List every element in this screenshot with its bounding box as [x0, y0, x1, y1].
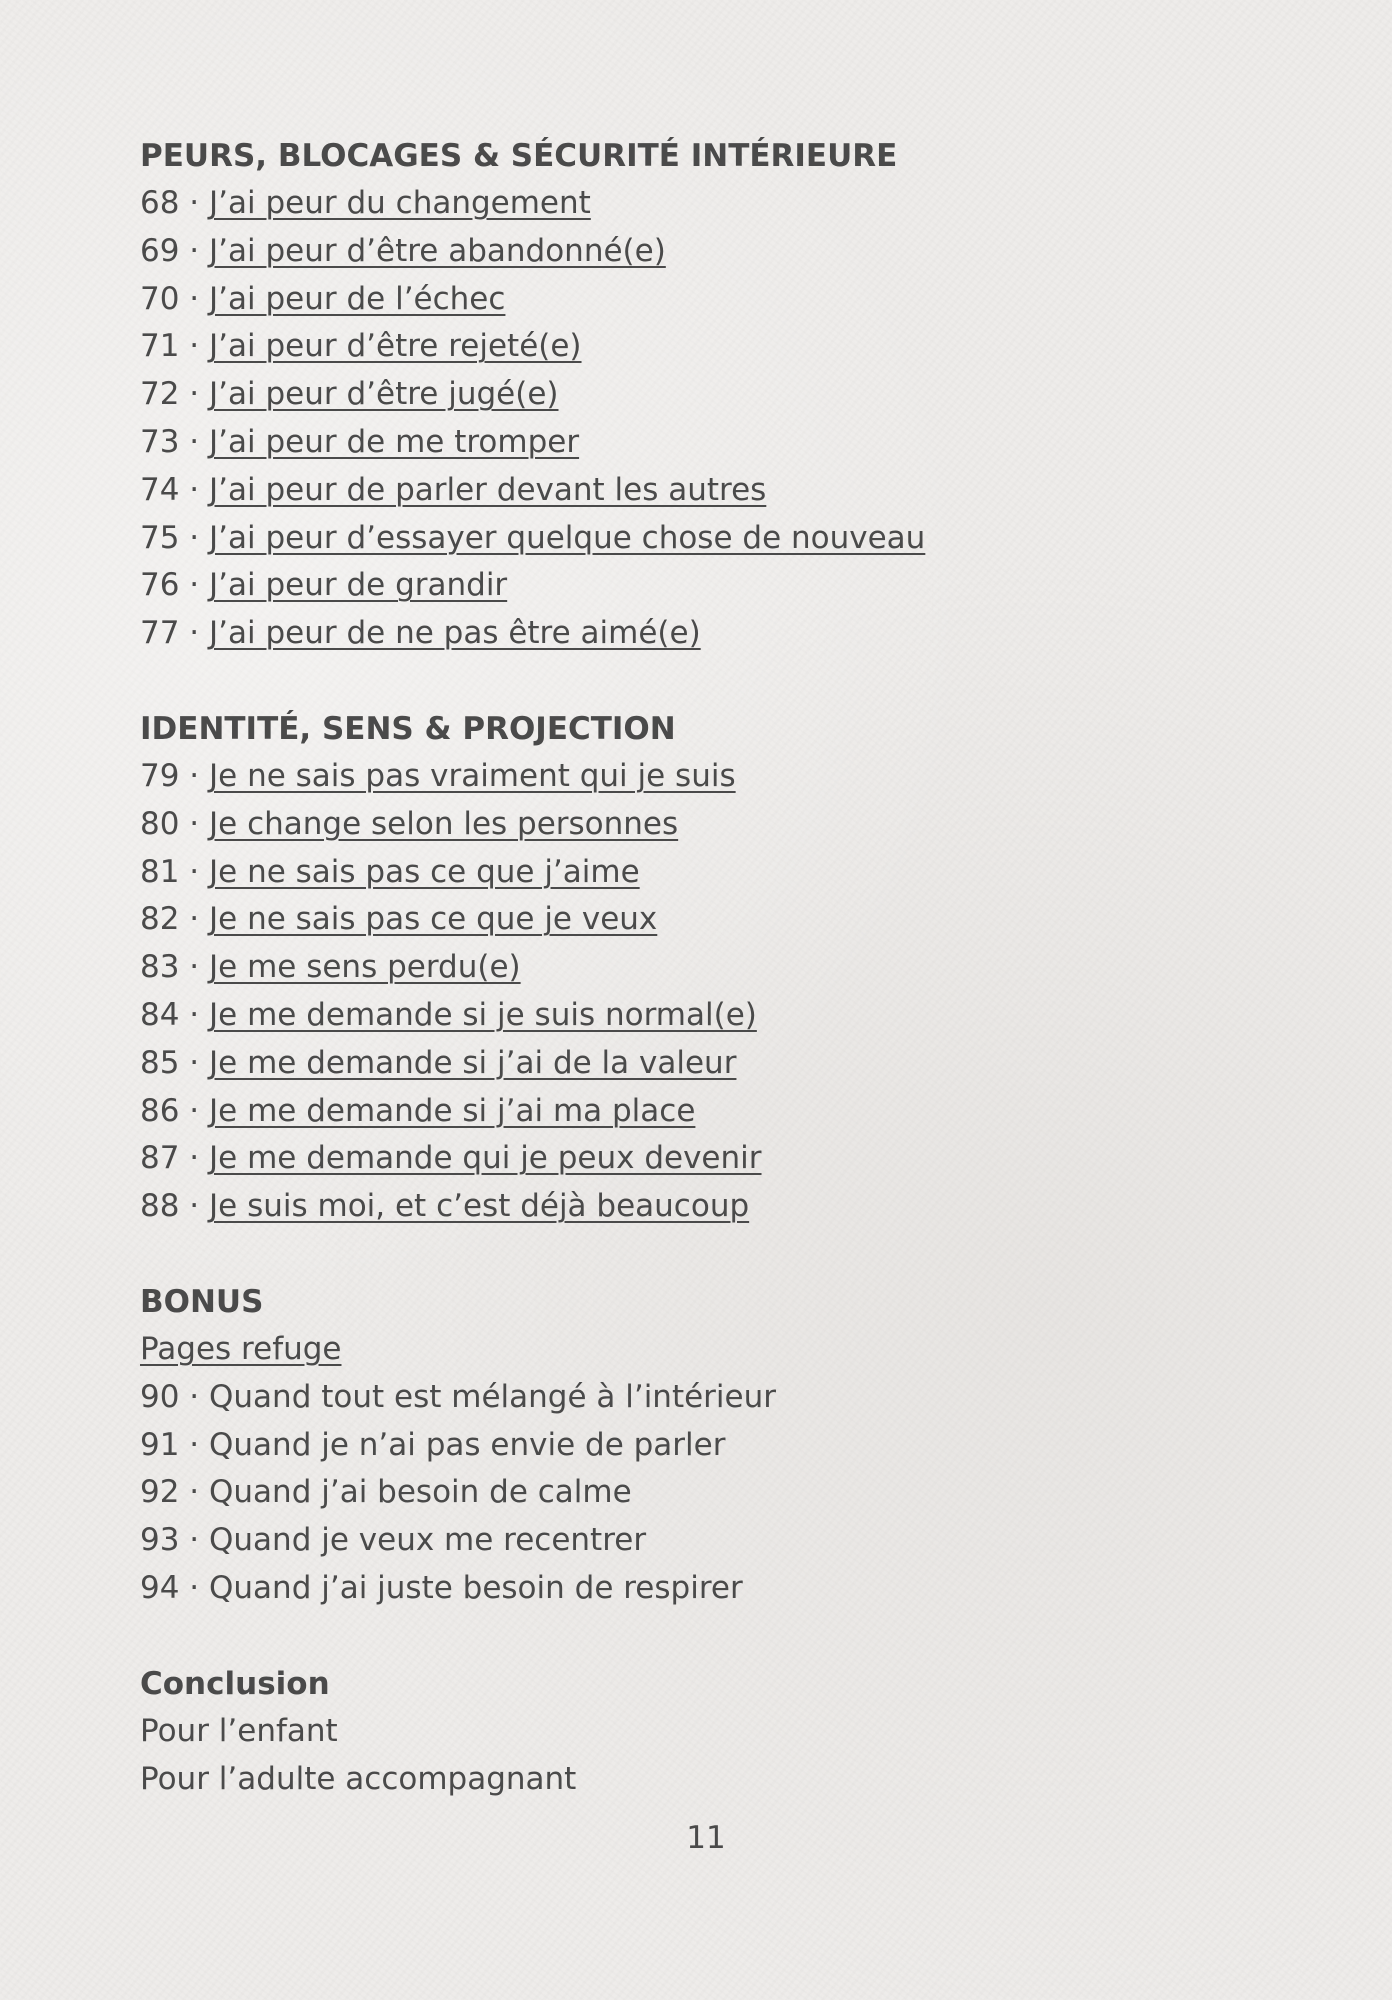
bonus-item: 93 · Quand je veux me recentrer — [140, 1522, 647, 1559]
entry-link[interactable]: Je me demande si je suis normal(e) — [209, 996, 757, 1033]
entry-link[interactable]: J’ai peur de grandir — [209, 567, 508, 604]
toc-entry-81[interactable] — [140, 849, 1260, 897]
bonus-subtitle-line[interactable] — [140, 1326, 1260, 1374]
entry-number: 88 · — [140, 1188, 210, 1225]
toc-entry-88[interactable] — [140, 1183, 1260, 1231]
table-of-contents — [140, 133, 1260, 1851]
entry-link[interactable]: J’ai peur d’être abandonné(e) — [209, 232, 666, 269]
section-identity — [140, 706, 1260, 1231]
toc-entry-69[interactable] — [140, 228, 1260, 276]
entry-link[interactable]: J’ai peur d’essayer quelque chose de nouveau — [209, 519, 926, 556]
section-title-identity: IDENTITÉ, SENS & PROJECTION — [140, 710, 676, 747]
bonus-subtitle-link[interactable]: Pages refuge — [140, 1330, 342, 1367]
entry-number: 85 · — [140, 1044, 210, 1081]
entry-link[interactable]: Je ne sais pas vraiment qui je suis — [209, 757, 736, 794]
entry-number: 87 · — [140, 1140, 210, 1177]
section-title-fears: PEURS, BLOCAGES & SÉCURITÉ INTÉRIEURE — [140, 138, 898, 174]
toc-entry-74[interactable] — [140, 467, 1260, 515]
entry-number: 72 · — [140, 376, 210, 413]
page-number: 11 — [686, 1820, 726, 1856]
entry-link[interactable]: J’ai peur d’être jugé(e) — [209, 376, 559, 413]
entry-link[interactable]: J’ai peur de me tromper — [209, 423, 580, 460]
entry-number: 82 · — [140, 901, 210, 938]
entry-number: 81 · — [140, 853, 210, 890]
entry-number: 79 · — [140, 757, 210, 794]
bonus-item: 91 · Quand je n’ai pas envie de parler — [140, 1426, 726, 1463]
entry-link[interactable]: J’ai peur de parler devant les autres — [209, 471, 767, 508]
entry-number: 86 · — [140, 1092, 210, 1129]
entry-number: 74 · — [140, 471, 210, 508]
entry-number: 77 · — [140, 615, 210, 652]
bonus-item: 90 · Quand tout est mélangé à l’intérieur — [140, 1378, 776, 1415]
conclusion-item: Pour l’adulte accompagnant — [140, 1760, 577, 1797]
toc-entry-86[interactable] — [140, 1088, 1260, 1136]
toc-entry-83[interactable] — [140, 944, 1260, 992]
entry-link[interactable]: Je ne sais pas ce que je veux — [209, 901, 658, 938]
section-bonus — [140, 1279, 1260, 1613]
bonus-item: 94 · Quand j’ai juste besoin de respirer — [140, 1569, 743, 1606]
entry-link[interactable]: Je me demande si j’ai ma place — [209, 1092, 696, 1129]
toc-entry-70[interactable] — [140, 276, 1260, 324]
entry-link[interactable]: Je me demande qui je peux devenir — [209, 1140, 762, 1177]
entry-number: 80 · — [140, 805, 210, 842]
entry-link[interactable]: J’ai peur de l’échec — [209, 280, 506, 317]
toc-entry-80[interactable] — [140, 801, 1260, 849]
entry-number: 76 · — [140, 567, 210, 604]
section-title-bonus: BONUS — [140, 1283, 264, 1320]
toc-entry-76[interactable] — [140, 562, 1260, 610]
toc-entry-77[interactable] — [140, 610, 1260, 658]
section-fears — [140, 133, 1260, 658]
toc-entry-87[interactable] — [140, 1135, 1260, 1183]
toc-entry-71[interactable] — [140, 323, 1260, 371]
entry-link[interactable]: Je me sens perdu(e) — [209, 949, 521, 986]
toc-entry-85[interactable] — [140, 1040, 1260, 1088]
entry-link[interactable]: Je suis moi, et c’est déjà beaucoup — [209, 1188, 750, 1225]
section-conclusion — [140, 1661, 1260, 1804]
entry-link[interactable]: Je change selon les personnes — [209, 805, 679, 842]
entry-number: 70 · — [140, 280, 210, 317]
entry-link[interactable]: J’ai peur d’être rejeté(e) — [209, 328, 582, 365]
entry-number: 75 · — [140, 519, 210, 556]
conclusion-item: Pour l’enfant — [140, 1712, 338, 1749]
toc-entry-73[interactable] — [140, 419, 1260, 467]
entry-number: 71 · — [140, 328, 210, 365]
toc-entry-75[interactable] — [140, 515, 1260, 563]
entry-number: 68 · — [140, 185, 210, 221]
entry-link[interactable]: J’ai peur de ne pas être aimé(e) — [209, 615, 701, 652]
toc-entry-68[interactable] — [140, 180, 1260, 228]
entry-number: 84 · — [140, 996, 210, 1033]
entry-number: 69 · — [140, 232, 210, 269]
toc-entry-72[interactable] — [140, 371, 1260, 419]
toc-entry-79[interactable] — [140, 753, 1260, 801]
toc-entry-82[interactable] — [140, 896, 1260, 944]
entry-number: 73 · — [140, 423, 210, 460]
bonus-item: 92 · Quand j’ai besoin de calme — [140, 1474, 632, 1511]
entry-link[interactable]: J’ai peur du changement — [209, 185, 591, 221]
entry-link[interactable]: Je me demande si j’ai de la valeur — [209, 1044, 737, 1081]
section-title-conclusion: Conclusion — [140, 1665, 330, 1702]
toc-entry-84[interactable] — [140, 992, 1260, 1040]
entry-link[interactable]: Je ne sais pas ce que j’aime — [209, 853, 640, 890]
entry-number: 83 · — [140, 949, 210, 986]
